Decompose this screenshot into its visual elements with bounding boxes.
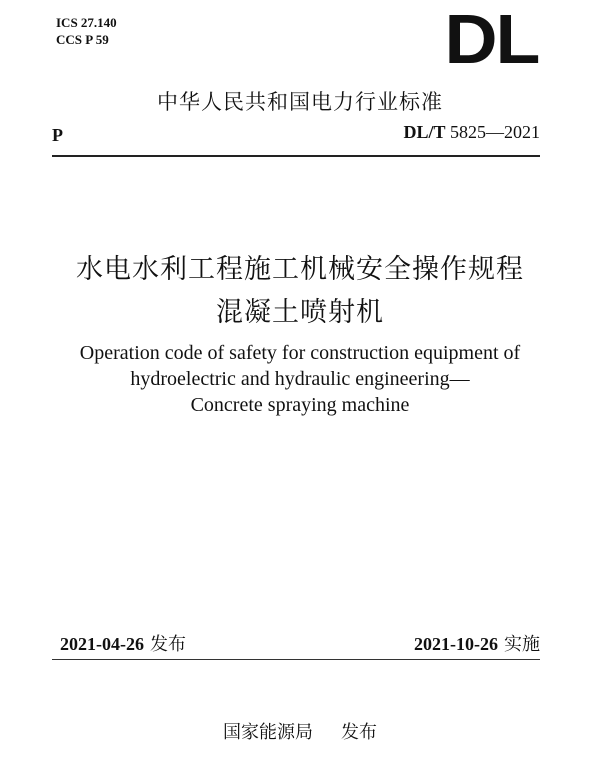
implement-label: 实施 [504, 634, 540, 655]
chinese-title-line-1: 水电水利工程施工机械安全操作规程 [76, 254, 524, 285]
standard-code [403, 122, 540, 143]
english-title-line-3: Concrete spraying machine [190, 394, 410, 416]
english-title-line-1: Operation code of safety for construction equipment of [79, 342, 521, 364]
implement-date: 2021-10-26 [414, 634, 498, 654]
publish-date-block [60, 630, 186, 656]
publish-date: 2021-04-26 [60, 634, 144, 654]
top-divider [52, 155, 540, 157]
publish-label: 发布 [150, 634, 186, 655]
issuer-name: 国家能源局 [223, 722, 313, 743]
classification-letter: P [52, 125, 63, 145]
implement-date-block [414, 630, 540, 656]
standard-code-prefix: DL/T [403, 122, 446, 142]
english-title-line-2: hydroelectric and hydraulic engineering— [130, 368, 470, 390]
chinese-title-line-2: 混凝土喷射机 [216, 297, 384, 328]
ics-ccs-codes [56, 14, 117, 48]
ccs-code: CCS P 59 [56, 32, 109, 47]
issuer [0, 718, 600, 744]
english-title [0, 340, 600, 418]
standard-category-title: 中华人民共和国电力行业标准 [157, 90, 443, 114]
dl-logo: DL [444, 0, 538, 78]
ics-code: ICS 27.140 [56, 15, 117, 30]
issuer-action: 发布 [341, 722, 377, 743]
standard-code-number: 5825—2021 [450, 122, 540, 142]
bottom-divider [52, 659, 540, 660]
